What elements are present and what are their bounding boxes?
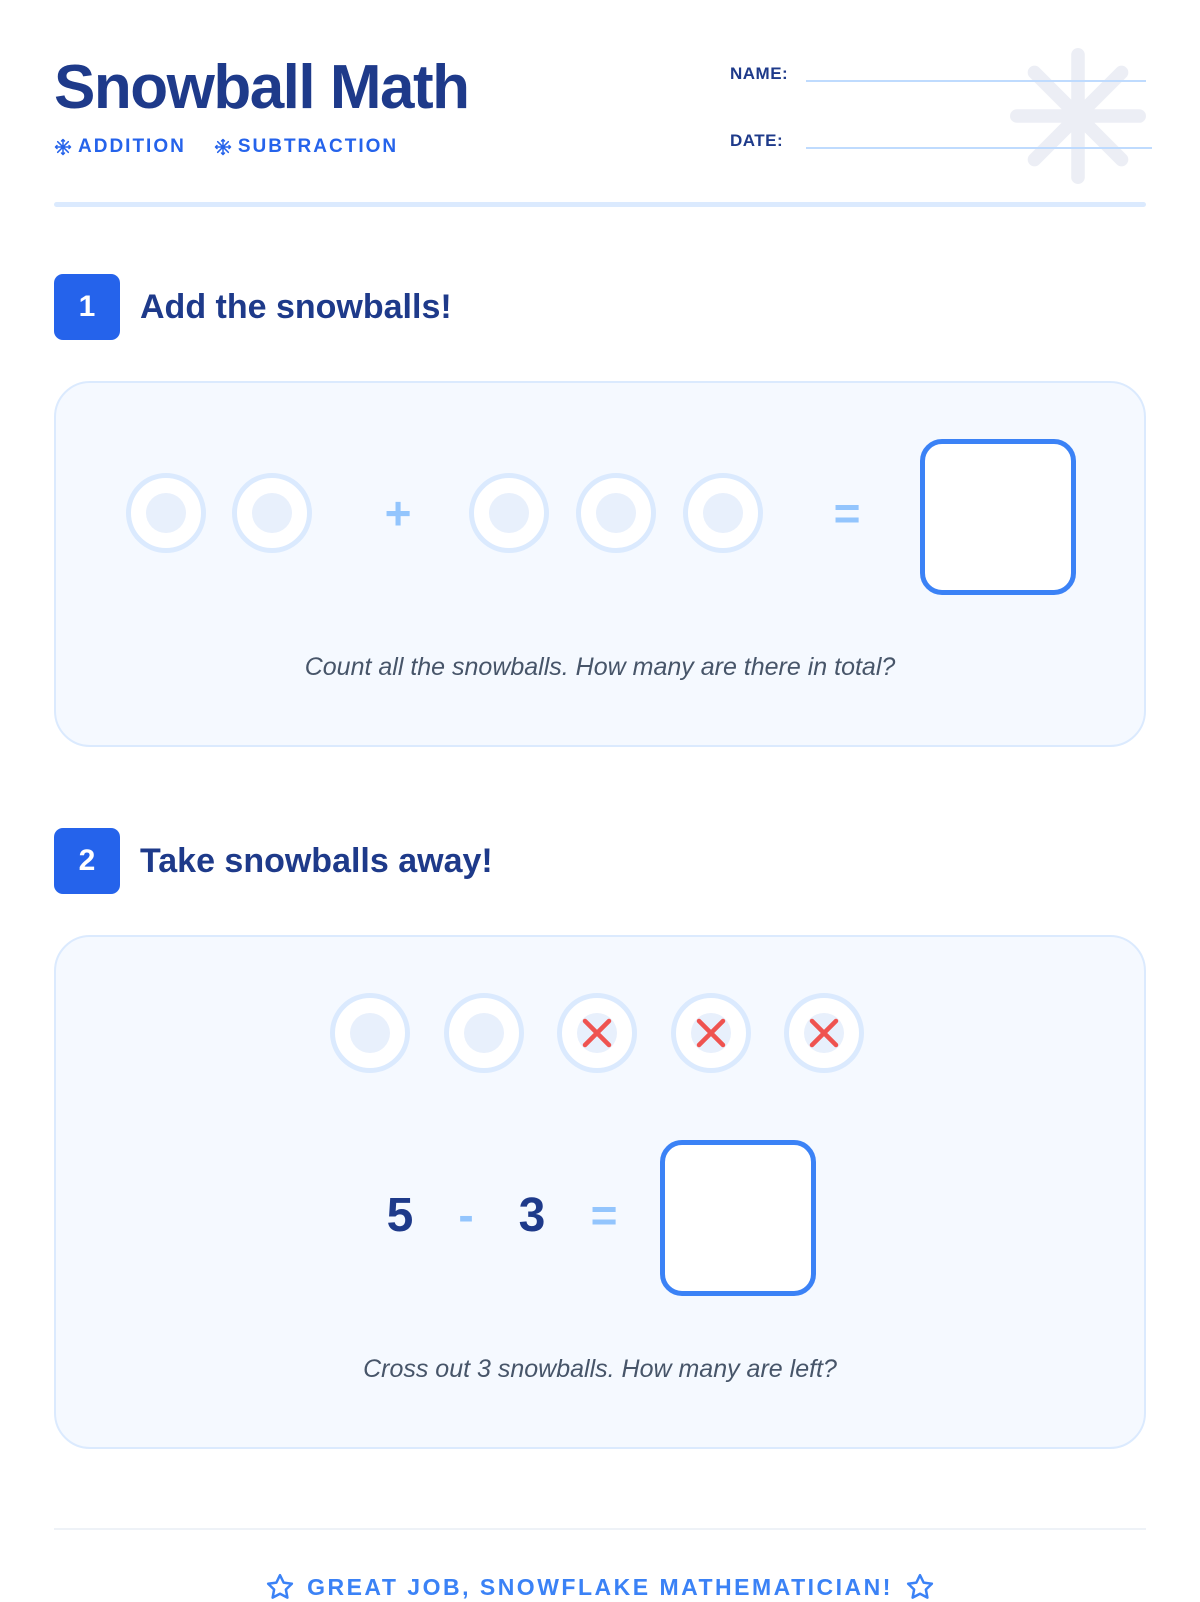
footer-divider [54,1528,1146,1530]
subtraction-card [54,935,1146,1449]
snowflake-icon [54,138,72,156]
tag-label: SUBTRACTION [237,136,399,157]
worksheet [54,0,1146,1600]
tag-subtraction [214,136,398,158]
answer-box[interactable] [920,439,1076,595]
answer-box[interactable] [660,1140,816,1296]
minus-sign: - [458,1189,474,1241]
snowball [330,993,410,1073]
section-1-header [54,274,452,340]
minuend-number: 5 [386,1189,414,1242]
tag-addition [54,136,186,158]
equals-sign: = [590,1189,618,1241]
cross-icon [577,1013,617,1053]
hint-text: Count all the snowballs. How many are there in total? [304,653,896,681]
date-line[interactable] [806,147,1152,149]
section-title: Take snowballs away! [140,841,493,880]
snowball [444,993,524,1073]
section-number-badge: 1 [54,274,120,340]
subtrahend-number: 3 [518,1189,546,1242]
snowball-crossed[interactable] [557,993,637,1073]
name-line[interactable] [806,80,1146,82]
name-label: NAME: [730,64,789,83]
snowflake-icon [214,138,232,156]
star-icon [265,1572,295,1602]
snowball [126,473,206,553]
snowball [576,473,656,553]
section-number-badge: 2 [54,828,120,894]
cross-icon [691,1013,731,1053]
snowball [469,473,549,553]
footer [54,1572,1146,1602]
date-label: DATE: [730,131,784,150]
equals-sign: = [833,487,861,539]
snowball-crossed[interactable] [784,993,864,1073]
plus-sign: + [384,487,412,539]
section-2-header [54,828,493,894]
hint-text: Cross out 3 snowballs. How many are left? [363,1355,837,1383]
topic-tags [54,136,398,158]
tag-label: ADDITION [78,136,186,157]
snowball [232,473,312,553]
cross-icon [804,1013,844,1053]
footer-text: GREAT JOB, SNOWFLAKE MATHEMATICIAN! [307,1573,893,1600]
star-icon [905,1572,935,1602]
name-field[interactable] [730,64,1146,84]
snowball [683,473,763,553]
date-field[interactable] [730,131,1152,151]
section-title: Add the snowballs! [140,287,452,326]
addition-card [54,381,1146,747]
header-divider [54,202,1146,207]
snowball-crossed[interactable] [671,993,751,1073]
page-title: Snowball Math [54,53,469,122]
